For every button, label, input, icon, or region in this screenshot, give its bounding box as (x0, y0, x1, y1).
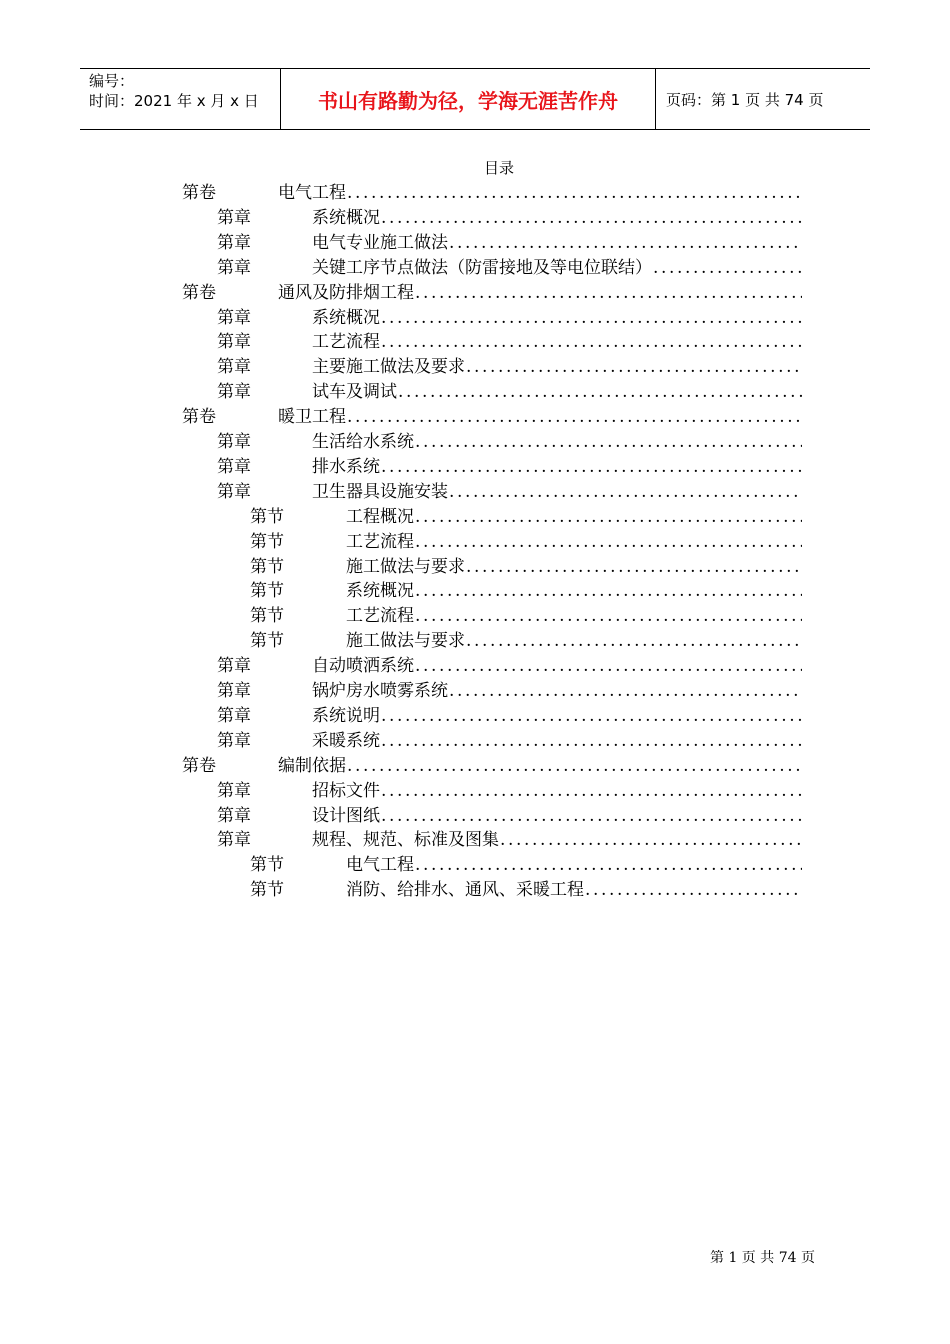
toc-entry-label: 第章 (217, 681, 251, 701)
toc-entry-title: 通风及防排烟工程 (278, 282, 414, 303)
toc-entry-label: 第章 (217, 456, 251, 477)
toc-entry-title: 主要施工做法及要求 (312, 357, 465, 378)
toc-dot-leader (466, 631, 802, 651)
toc-entry (250, 626, 802, 651)
toc-entry (217, 776, 802, 801)
toc-entry-title: 系统说明 (312, 705, 380, 726)
toc-entry (217, 377, 802, 402)
document-number-label: 编号： (89, 72, 135, 90)
toc-entry-label: 第节 (250, 556, 284, 577)
toc-entry-title: 施工做法与要求 (346, 631, 465, 652)
toc-entry-label: 第节 (250, 880, 284, 901)
toc-entry-label: 第章 (217, 307, 251, 328)
toc-dot-leader (381, 457, 802, 477)
toc-entry-title: 电气工程 (346, 855, 414, 876)
toc-entry-title: 试车及调试 (312, 382, 397, 403)
toc-entry-label: 第章 (217, 730, 251, 751)
toc-entry (217, 427, 802, 452)
toc-entry (217, 651, 802, 676)
toc-entry-label: 第卷 (182, 407, 216, 428)
toc-title: 目录 (483, 159, 514, 177)
toc-dot-leader (381, 806, 802, 826)
toc-entry-title: 工艺流程 (346, 531, 414, 552)
toc-dot-leader (415, 507, 802, 527)
toc-entry (217, 253, 802, 278)
toc-entry-title: 系统概况 (312, 307, 380, 328)
toc-entry-title: 采暖系统 (312, 730, 380, 751)
toc-dot-leader (381, 208, 802, 228)
toc-dot-leader (415, 606, 802, 626)
header-meta (80, 69, 280, 129)
toc-entry-title: 设计图纸 (312, 805, 380, 826)
page-header (80, 68, 870, 130)
toc-dot-leader (347, 407, 802, 427)
toc-entry-title: 工艺流程 (346, 606, 414, 627)
toc-entry-title: 工程概况 (346, 506, 414, 527)
toc-entry-title: 自动喷洒系统 (312, 656, 414, 677)
toc-entry-label: 第章 (217, 357, 251, 378)
toc-entry (182, 402, 802, 427)
toc-dot-leader (500, 830, 802, 850)
toc-entry-label: 第章 (217, 830, 251, 851)
footer-page-info: 第 1 页 共 74 页 (710, 1250, 815, 1266)
toc-entry-label: 第章 (217, 257, 251, 278)
toc-entry (217, 228, 802, 253)
toc-entry-title: 工艺流程 (312, 332, 380, 353)
toc-entry-label: 第章 (217, 656, 251, 677)
toc-entry-title: 消防、给排水、通风、采暖工程 (346, 880, 584, 901)
toc-entry-label: 第卷 (182, 282, 216, 303)
toc-dot-leader (381, 308, 802, 328)
toc-entry-title: 规程、规范、标准及图集 (312, 830, 499, 851)
toc-entry (217, 327, 802, 352)
toc-dot-leader (381, 706, 802, 726)
toc-entry-title: 锅炉房水喷雾系统 (312, 681, 448, 701)
toc-entry-label: 第章 (217, 780, 251, 801)
toc-dot-leader (449, 233, 802, 253)
toc-entry-label: 第章 (217, 805, 251, 826)
toc-entry (250, 576, 802, 601)
header-page-info: 页码：第 1 页 共 74 页 (666, 90, 824, 109)
toc-entry-label: 第章 (217, 481, 251, 502)
toc-entry (217, 825, 802, 850)
toc-dot-leader (381, 332, 802, 352)
toc-entry-title: 电气专业施工做法 (312, 232, 448, 253)
toc-entry (217, 203, 802, 228)
toc-dot-leader (585, 880, 802, 900)
toc-entry-title: 卫生器具设施安装 (312, 481, 448, 502)
toc-entry-title: 系统概况 (346, 581, 414, 602)
toc-entry-label: 第卷 (182, 183, 216, 203)
toc-dot-leader (415, 855, 802, 875)
toc-dot-leader (449, 681, 802, 701)
toc-entry (250, 850, 802, 875)
toc-entry-label: 第章 (217, 432, 251, 452)
toc-entry (250, 502, 802, 527)
toc-entry (217, 303, 802, 328)
toc-dot-leader (415, 581, 802, 601)
toc-dot-leader (415, 656, 802, 676)
toc-entry (250, 527, 802, 552)
toc-dot-leader (347, 183, 802, 203)
toc-dot-leader (347, 756, 802, 776)
toc-entry-title: 电气工程 (278, 183, 346, 203)
toc-entry-title: 施工做法与要求 (346, 556, 465, 577)
toc-dot-leader (466, 557, 802, 577)
toc-entry-label: 第节 (250, 606, 284, 627)
toc-dot-leader (415, 532, 802, 552)
toc-entry-title: 系统概况 (312, 207, 380, 228)
toc-dot-leader (449, 482, 802, 502)
toc-entry (217, 701, 802, 726)
toc-entry-label: 第节 (250, 631, 284, 652)
toc-entry-label: 第节 (250, 855, 284, 876)
toc-entry-title: 关键工序节点做法（防雷接地及等电位联结） (312, 257, 652, 278)
toc-entry (182, 178, 802, 203)
toc-dot-leader (415, 432, 802, 452)
toc-entry-title: 编制依据 (278, 755, 346, 776)
toc-dot-leader (398, 382, 802, 402)
toc-dot-leader (381, 781, 802, 801)
toc-entry-label: 第节 (250, 531, 284, 552)
toc-entry (217, 452, 802, 477)
toc-entry (250, 875, 802, 900)
toc-entry (217, 477, 802, 502)
toc-dot-leader (466, 357, 802, 377)
toc-entry-label: 第章 (217, 232, 251, 253)
toc-entry-label: 第章 (217, 382, 251, 403)
toc-entry (217, 726, 802, 751)
toc-entry-title: 招标文件 (312, 780, 380, 801)
toc-entry-label: 第章 (217, 207, 251, 228)
toc-entry (250, 552, 802, 577)
toc-entry-label: 第卷 (182, 755, 216, 776)
toc-dot-leader (653, 258, 802, 278)
toc-entry-title: 暖卫工程 (278, 407, 346, 428)
document-date: 时间：2021 年 x 月 x 日 (89, 92, 259, 110)
toc-entry (182, 751, 802, 776)
toc-entry (217, 352, 802, 377)
header-motto: 书山有路勤为径，学海无涯苦作舟 (280, 69, 656, 129)
toc-entry-label: 第章 (217, 705, 251, 726)
toc-entry (217, 801, 802, 826)
toc-entry (217, 676, 802, 701)
toc-entry-label: 第章 (217, 332, 251, 353)
toc-entry-title: 生活给水系统 (312, 432, 414, 452)
toc-entry-title: 排水系统 (312, 456, 380, 477)
toc-entry-label: 第节 (250, 581, 284, 602)
toc-entry-label: 第节 (250, 506, 284, 527)
toc-dot-leader (381, 731, 802, 751)
toc-entry (250, 601, 802, 626)
toc-entry (182, 278, 802, 303)
toc-dot-leader (415, 283, 802, 303)
